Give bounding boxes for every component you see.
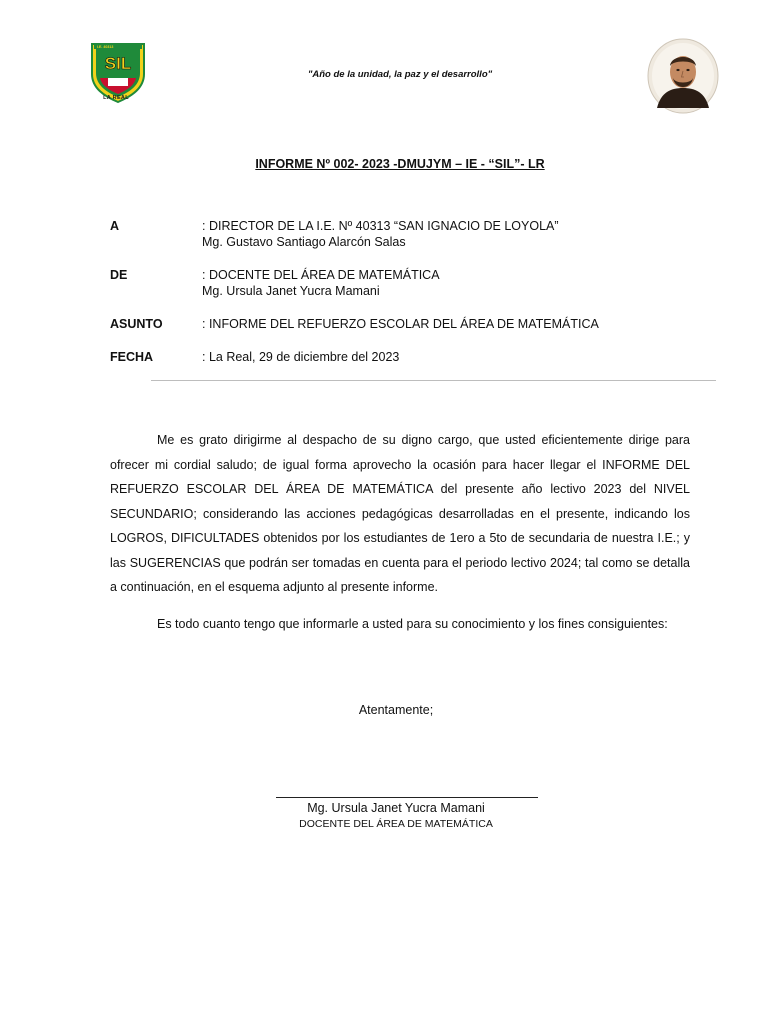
field-label-from: DE (110, 268, 128, 282)
field-value-to-line2: Mg. Gustavo Santiago Alarcón Salas (202, 235, 406, 249)
field-label-subject: ASUNTO (110, 317, 163, 331)
portrait-image (647, 38, 719, 114)
body-paragraph-1: Me es grato dirigirme al despacho de su digno cargo, que usted eficientemente dirige para ofrecer mi cordial saludo; de igual forma aprovecho la ocasión para hacer llegar el INFORME DEL REFUERZO ESCOLAR DEL ÁREA DE MATEMÁTICA del presente año lectivo 2023 del NIVEL SECUNDARIO; considerando las acciones pedagógicas desarrolladas en el presente, indicando los LOGROS, DIFICULTADES obtenidos por los estudiantes de 1ero a 5to de secundaria de nuestra I.E.; y las SUGERENCIAS que podrán ser tomadas en cuenta para el periodo lectivo 2024; tal como se detalla a continuación, en el esquema adjunto al presente informe. (110, 433, 690, 594)
field-value-to (202, 218, 559, 250)
closing-text: Atentamente; (358, 703, 434, 717)
logo-caption: LA REAL (103, 95, 129, 101)
field-label-to: A (110, 219, 120, 233)
field-value-to-line1: : DIRECTOR DE LA I.E. Nº 40313 “SAN IGNACIO DE LOYOLA” (202, 219, 559, 233)
header-divider (151, 380, 716, 381)
logo-top-text: I.E. 40313 (97, 45, 114, 49)
logo-text: SIL (104, 54, 132, 73)
field-value-from-line1: : DOCENTE DEL ÁREA DE MATEMÁTICA (202, 268, 440, 282)
year-motto: "Año de la unidad, la paz y el desarrollo" (307, 69, 493, 80)
field-value-from (202, 267, 440, 299)
field-value-subject: : INFORME DEL REFUERZO ESCOLAR DEL ÁREA DE MATEMÁTICA (202, 317, 599, 331)
signature-name: Mg. Ursula Janet Yucra Mamani (307, 801, 485, 815)
signature-line (276, 797, 538, 798)
field-value-date: : La Real, 29 de diciembre del 2023 (202, 350, 400, 364)
signature-role: DOCENTE DEL ÁREA DE MATEMÁTICA (299, 818, 493, 830)
body-paragraph-2: Es todo cuanto tengo que informarle a usted para su conocimiento y los fines consiguientes: (157, 617, 668, 631)
field-value-from-line2: Mg. Ursula Janet Yucra Mamani (202, 284, 380, 298)
report-title: INFORME Nº 002- 2023 -DMUJYM – IE - “SIL”- LR (255, 157, 545, 171)
field-label-date: FECHA (110, 350, 154, 364)
